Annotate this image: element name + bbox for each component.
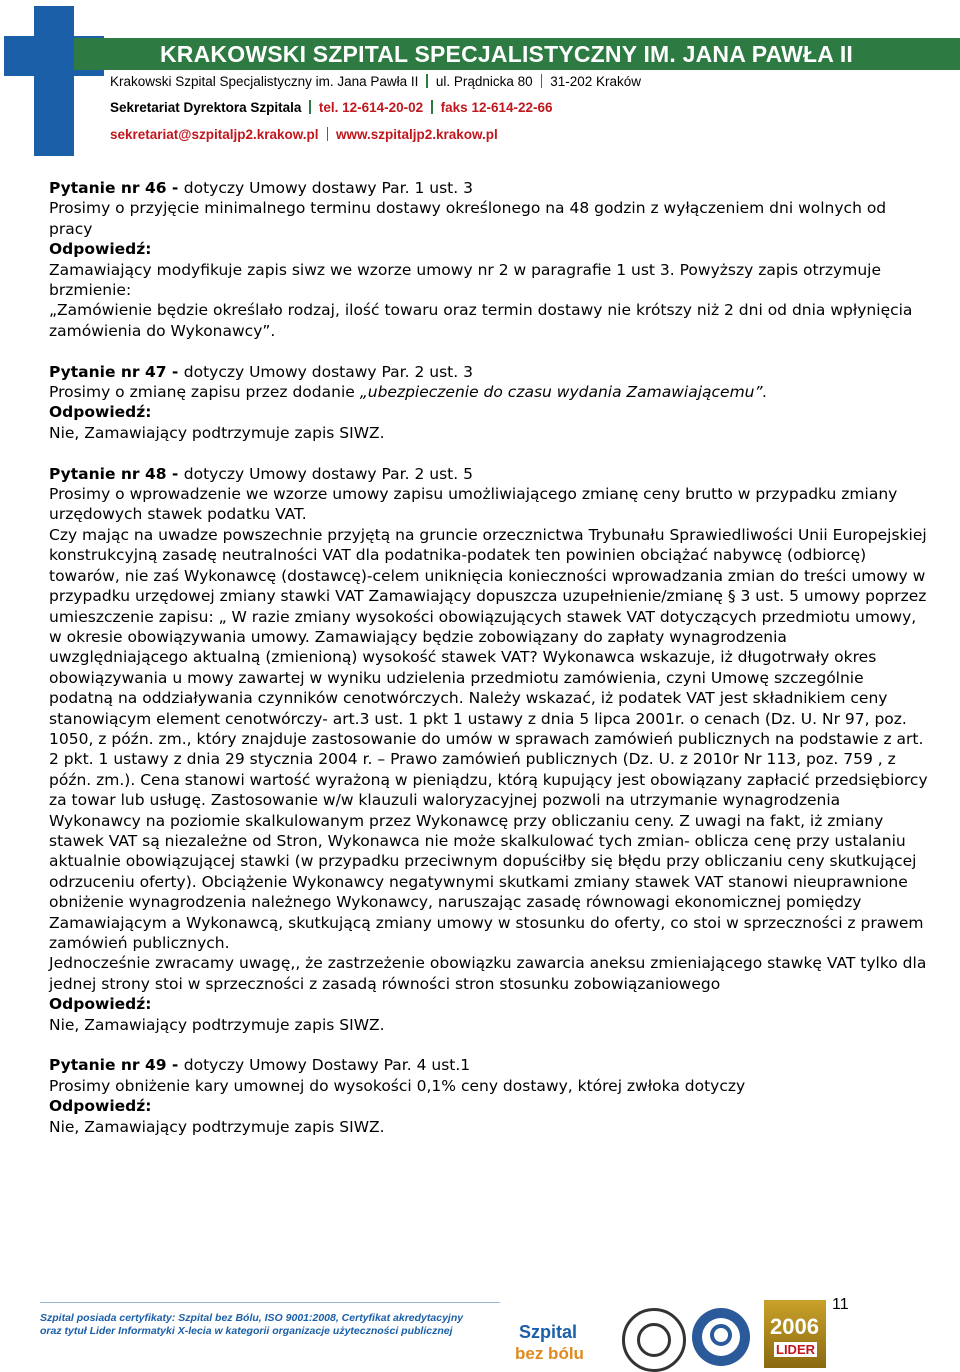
answer-quote: „Zamówienie będzie określało rodzaj, ilość towaru oraz termin dostawy nie krótszy niż 2 dni od dnia wpłynięcia zamówienia do Wykonawcy”. [49,301,913,340]
fax: faks 12-614-22-66 [440,100,553,115]
city: 31-202 Kraków [550,74,641,89]
document-body [49,178,929,1137]
question-text: Prosimy o przyjęcie minimalnego terminu dostawy określonego na 48 godzin z wyłączeniem dni wolnych od pracy [49,199,887,238]
question-text: Prosimy o wprowadzenie we wzorze umowy zapisu umożliwiającego zmianę ceny brutto w przypadku zmiany urzędowych stawek podatku VAT. [49,485,898,524]
website-link[interactable]: www.szpitaljp2.krakow.pl [336,127,498,142]
web-line [110,127,498,142]
email-link[interactable]: sekretariat@szpitaljp2.krakow.pl [110,127,319,142]
footer-divider [40,1302,500,1303]
question-remark: Jednocześnie zwracamy uwagę,, że zastrzeżenie obowiązku zawarcia aneksu zmieniającego stawkę VAT tylko dla jednej strony stoi w sprzeczności z zasadą równości stron stosunku zobowiązaniowego [49,954,927,993]
certificates-note: Szpital posiada certyfikaty: Szpital bez Bólu, ISO 9001:2008, Certyfikat akredytacyjny oraz tytuł Lider Informatyki X-lecia w kategorii organizacje użyteczności publicznej [40,1312,464,1337]
answer-text: Zamawiający modyfikuje zapis siwz we wzorze umowy nr 2 w paragrafie 1 ust 3. Powyższy zapis otrzymuje brzmienie: [49,260,881,300]
question-heading: Pytanie nr 48 - dotyczy Umowy dostawy Par. 2 ust. 5 [49,464,473,483]
question-text: Prosimy obniżenie kary umownej do wysokości 0,1% ceny dostawy, której zwłoka dotyczy [49,1076,746,1095]
answer-label: Odpowiedź: [49,240,152,259]
address-line [110,74,641,89]
hospital-name: Krakowski Szpital Specjalistyczny im. Jana Pawła II [110,74,419,89]
answer-text: Nie, Zamawiający podtrzymuje zapis SIWZ. [49,1015,385,1034]
answer-text: Nie, Zamawiający podtrzymuje zapis SIWZ. [49,1117,385,1136]
phone: tel. 12-614-20-02 [318,100,424,115]
question-heading: Pytanie nr 46 - dotyczy Umowy dostawy Par. 1 ust. 3 [49,179,473,197]
question-heading: Pytanie nr 47 - dotyczy Umowy dostawy Par. 2 ust. 3 [49,362,473,381]
szpital-bez-bolu-logo: Szpital bez bólu [515,1322,584,1363]
question-argument: Czy mając na uwadze powszechnie przyjętą na gruncie orzecznictwa Trybunału Sprawiedliwości Unii Europejskiej konstrukcyjną zasadę neutralności VAT dla podatnika-podatek ten powinien obciążać nabywcę (odbiorcę) towarów, nie zaś Wykonawcę (dostawcę)-celem uniknięcia konieczności wprowadzania zmian do treści umowy w przypadku urzędowej zmiany stawki VAT Zamawiający dopuszcza uzupełnienie/zmianę § 3 ust. 5 umowy poprzez umieszczenie zapisu: „ W razie zmiany wysokości obowiązujących stawek VAT dotyczących przedmiotu umowy, w okresie obowiązywania umowy. Zamawiający będzie zobowiązany do zapłaty wynagrodzenia uwzględniającego aktualną (zmienioną) wysokość stawek VAT? Wykonawca wskazuje, iż długotrwały okres obowiązywania u mowy zawartej w wyniku udzielenia przedmiotu zamówienia, czyni Umowę szczególnie podatną na oddziaływania czynników cenotwórczych. Należy wskazać, iż podatek VAT jest składnikiem ceny stanowiącym element cenotwórczy- art.3 ust. 1 pkt 1 ustawy z dnia 5 lipca 2001r. o cenach (Dz. U. Nr 97, poz. 1050, z późn. zm., który znajduje zastosowanie do umów w sprawach zamówień publicznych na podstawie z art. 2 pkt. 1 ustawy z dnia 29 stycznia 2004 r. – Prawo zamówień publicznych (Dz. U. z 2010r Nr 113, poz. 759 , z późn. zm.). Cena stanowi wartość wyrażoną w pieniądzu, którą kupujący jest obowiązany zapłacić przedsiębiorcy za towar lub usługę. Zastosowanie w/w klauzuli waloryzacyjnej pozwoli na utrzymanie wynagrodzenia Wykonawcy na poziomie skalkulowanym przez Wykonawcę przy obliczaniu ceny. Z uwagi na fakt, iż zmiany stawek VAT są niezależne od Stron, Wykonawca nie może skalkulować tych zmian- oblicza cenę przy ustalaniu aktualnie obowiązującej stawki (w przypadku przeciwnym dopuściłby się błędu przy obliczaniu ceny skutkującej odrzuceniu oferty). Obciążenie Wykonawcy negatywnymi skutkami zmiany stawek VAT stanowi nieuprawnione obniżenie wynagrodzenia należnego Wykonawcy, naruszając zasadę równowagi ekonomicznej pomiędzy Zamawiającym a Wykonawcą, skutkującą zmiany umowy w stosunku do oferty, co stoi w sprzeczności z prawem zamówień publicznych. [49,525,928,952]
iso-certificate-seal-icon [622,1308,686,1372]
office: Sekretariat Dyrektora Szpitala [110,100,302,115]
hospital-cross-icon [34,6,74,156]
question-text: Prosimy o zmianę zapisu przez dodanie „ubezpieczenie do czasu wydania Zamawiającemu”. [49,383,768,402]
it-leader-award-badge: 2006 LIDER [764,1300,826,1368]
letterhead [0,0,960,160]
answer-label: Odpowiedź: [49,403,152,422]
page-number: 11 [832,1296,849,1313]
contact-line [110,100,553,115]
hospital-banner-title: KRAKOWSKI SZPITAL SPECJALISTYCZNY IM. JANA PAWŁA II [160,41,854,67]
accreditation-seal-icon [692,1308,750,1366]
question-heading: Pytanie nr 49 - dotyczy Umowy Dostawy Par. 4 ust.1 [49,1056,471,1075]
answer-text: Nie, Zamawiający podtrzymuje zapis SIWZ. [49,423,385,442]
answer-label: Odpowiedź: [49,1097,152,1116]
street: ul. Prądnicka 80 [435,74,533,89]
answer-label: Odpowiedź: [49,995,152,1014]
